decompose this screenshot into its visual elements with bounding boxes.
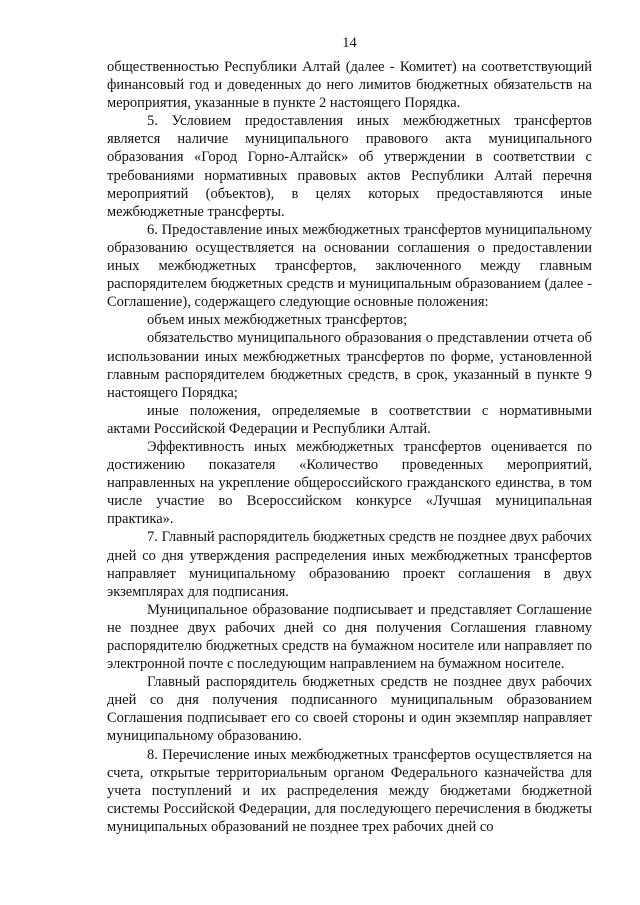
paragraph: Муниципальное образование подписывает и представляет Соглашение не позднее двух рабочих дней со дня получения Соглашения главному распорядителю бюджетных средств на бумажном носителе или направляет по электронной почте с последующим направлением на бумажном носителе. <box>107 601 592 673</box>
paragraph: Эффективность иных межбюджетных трансфертов оценивается по достижению показателя «Количество проведенных мероприятий, направленных на укрепление общероссийского гражданского единства, в том числе участие во Всероссийском конкурсе «Лучшая муниципальная практика». <box>107 438 592 528</box>
paragraph: иные положения, определяемые в соответствии с нормативными актами Российской Федерации и Республики Алтай. <box>107 402 592 437</box>
paragraph: объем иных межбюджетных трансфертов; <box>147 312 408 329</box>
paragraph: 5. Условием предоставления иных межбюджетных трансфертов является наличие муниципального правового акта муниципального образования «Город Горно-Алтайск» об утверждении в соответствии с требованиями нормативных правовых актов Республики Алтай перечня мероприятий (объектов), в целях которых предоставляются иные межбюджетные трансферты. <box>107 113 592 220</box>
paragraph: 8. Перечисление иных межбюджетных трансфертов осуществляется на счета, открытые территориальным органом Федерального казначейства для учета поступлений и их распределения между бюджетами бюджетной системы Российской Федерации, для последующего перечисления в бюджеты муниципальных образований не позднее трех рабочих дней со <box>107 746 592 835</box>
paragraph: обязательство муниципального образования о представлении отчета об использовании иных межбюджетных трансфертов по форме, установленной главным распорядителем бюджетных средств, в срок, указанный в пункте 9 настоящего Порядка; <box>107 330 592 401</box>
paragraph: Главный распорядитель бюджетных средств не позднее двух рабочих дней со дня получения подписанного муниципальным образованием Соглашения подписывает его со своей стороны и один экземпляр направляет муниципальному образованию. <box>107 674 592 745</box>
paragraph: 7. Главный распорядитель бюджетных средств не позднее двух рабочих дней со дня утверждения распределения иных межбюджетных трансфертов направляет муниципальному образованию проект соглашения в двух экземплярах для подписания. <box>107 529 592 600</box>
body-text <box>107 58 592 836</box>
paragraph: общественностью Республики Алтай (далее - Комитет) на соответствующий финансовый год и доведенных до него лимитов бюджетных обязательств на мероприятия, указанные в пункте 2 настоящего Порядка. <box>107 59 592 112</box>
paragraph: 6. Предоставление иных межбюджетных трансфертов муниципальному образованию осуществляется на основании соглашения о предоставлении иных межбюджетных трансфертов, заключенного между главным распорядителем бюджетных средств и муниципальным образованием (далее - Соглашение), содержащего следующие основные положения: <box>107 221 592 311</box>
page-number: 14 <box>342 35 357 51</box>
